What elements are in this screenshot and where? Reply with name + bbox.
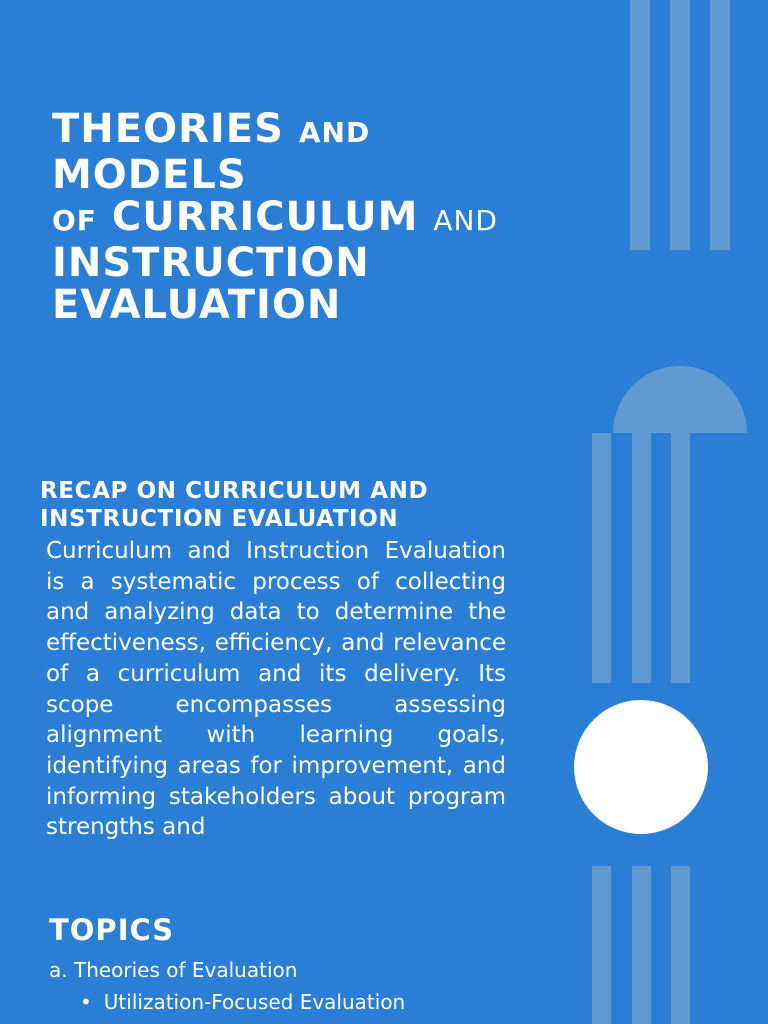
middle-stripe-1 xyxy=(592,433,611,683)
title-of: OF xyxy=(52,204,97,237)
topic-item: a. Theories of Evaluation xyxy=(49,958,298,982)
topics-heading: TOPICS xyxy=(49,913,175,947)
middle-stripe-3 xyxy=(671,433,690,683)
half-circle-decoration xyxy=(613,366,747,433)
bullet-icon: • xyxy=(80,990,92,1014)
circle-decoration xyxy=(574,700,708,834)
top-stripe-2 xyxy=(670,0,690,250)
topic-subitem-label: Utilization-Focused Evaluation xyxy=(103,990,406,1014)
bottom-stripe-1 xyxy=(592,866,611,1024)
page-title xyxy=(52,108,572,326)
middle-stripe-2 xyxy=(632,433,651,683)
title-and-2: AND xyxy=(433,204,498,237)
top-stripe-1 xyxy=(630,0,650,250)
bottom-stripe-2 xyxy=(632,866,651,1024)
recap-body: Curriculum and Instruction Evaluation is a systematic process of collecting and analyzing data to determine the effectiveness, efficiency, and relevance of a curriculum and its delivery. Its scope encompasses assessing alignment with learning goals, identifying areas for improvement, and informing stakeholders about program strengths and xyxy=(46,538,506,841)
bottom-stripe-3 xyxy=(671,866,690,1024)
topic-subitem xyxy=(80,988,405,1016)
title-evaluation: EVALUATION xyxy=(52,282,342,328)
title-instruction: INSTRUCTION xyxy=(52,240,370,286)
title-models: MODELS xyxy=(52,152,247,198)
title-curriculum: CURRICULUM xyxy=(111,194,419,240)
recap-heading: RECAP ON CURRICULUM AND INSTRUCTION EVALUATION xyxy=(40,478,429,532)
title-theories: THEORIES xyxy=(52,106,284,152)
top-stripe-3 xyxy=(710,0,730,250)
title-and-1: AND xyxy=(298,116,371,149)
